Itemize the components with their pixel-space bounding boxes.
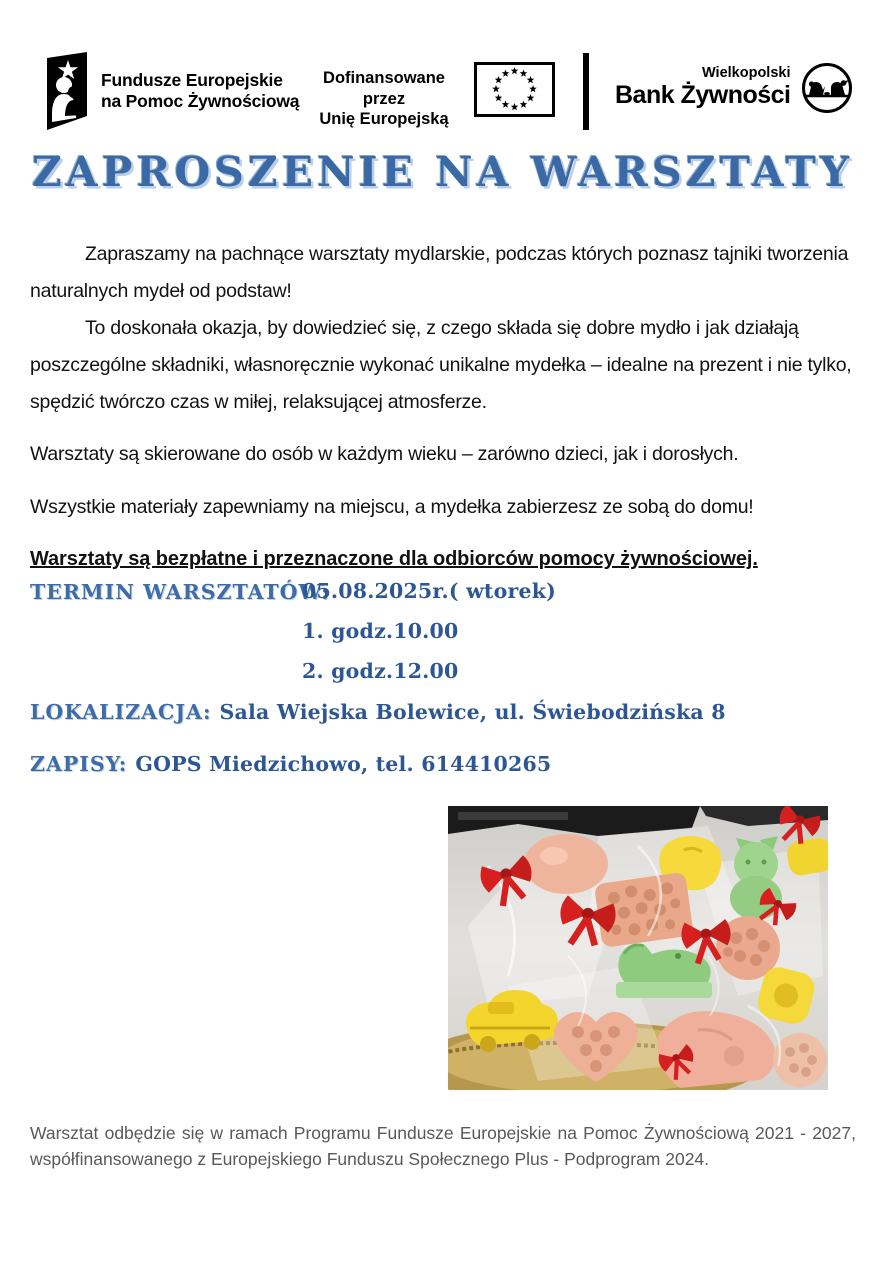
food-bank-label	[615, 66, 791, 109]
workshop-time-2: 2. godz.12.00	[302, 659, 459, 683]
signup-row	[30, 752, 551, 776]
food-bank-region: Wielkopolski	[701, 65, 791, 82]
signup-label: ZAPISY:	[30, 752, 128, 776]
eu-flag-icon	[474, 62, 555, 122]
eu-funds-flag-icon	[47, 52, 87, 130]
eu-funds-line2: na Pomoc Żywnościową	[101, 91, 300, 111]
paragraph-audience: Warsztaty są skierowane do osób w każdym wieku – zarówno dzieci, jak i dorosłych.	[30, 442, 739, 465]
workshop-date-value: 05.08.2025r.( wtorek)	[302, 579, 557, 603]
free-highlight-text: Warsztaty są bezpłatne i przeznaczone dla odbiorców pomocy żywnościowej.	[30, 548, 758, 570]
workshop-date-label: TERMIN WARSZTATÓW:	[30, 580, 330, 604]
eu-funds-label	[101, 70, 299, 113]
cofinanced-note	[300, 68, 468, 130]
header-divider	[583, 53, 589, 130]
location-row	[30, 700, 726, 724]
workshop-date-values	[302, 579, 556, 699]
location-value: Sala Wiejska Bolewice, ul. Świebodzińska 8	[219, 700, 726, 724]
eu-funds-logo	[47, 52, 299, 130]
paragraph-materials: Wszystkie materiały zapewniamy na miejscu, a mydełka zabierzesz ze sobą do domu!	[30, 495, 754, 518]
paragraph-benefits: To doskonała okazja, by dowiedzieć się, z czego składa się dobre mydło i jak działają poszczególne składniki, własnoręcznie wykonać unikalne mydełka – idealne na prezent i nie tylko, spędzić twórczo czas w miłej, relaksującej atmosferze.	[30, 316, 852, 413]
cofinanced-line2: Unię Europejską	[319, 110, 449, 129]
cofinanced-line1: Dofinansowane przez	[323, 69, 445, 108]
eu-funds-line1: Fundusze Europejskie	[101, 69, 283, 90]
paragraph-free-highlight	[30, 541, 856, 578]
food-bank-name: Bank Żywności	[615, 81, 791, 110]
location-label: LOKALIZACJA:	[30, 700, 212, 724]
soaps-photo	[448, 806, 828, 1090]
footer-note: Warsztat odbędzie się w ramach Programu Fundusze Europejskie na Pomoc Żywnościową 2021 - 2027, współfinansowanego z Europejskiego Funduszu Społecznego Plus - Podprogram 2024.	[30, 1122, 856, 1169]
page-title: ZAPROSZENIE NA WARSZTATY	[31, 148, 854, 196]
food-bank-logo	[615, 62, 853, 114]
workshop-time-1: 1. godz.10.00	[302, 619, 459, 643]
signup-value: GOPS Miedzichowo, tel. 614410265	[135, 752, 552, 776]
food-bank-emblem-icon	[801, 62, 853, 114]
paragraph-intro: Zapraszamy na pachnące warsztaty mydlarskie, podczas których poznasz tajniki tworzenia naturalnych mydeł od podstaw!	[30, 242, 849, 302]
